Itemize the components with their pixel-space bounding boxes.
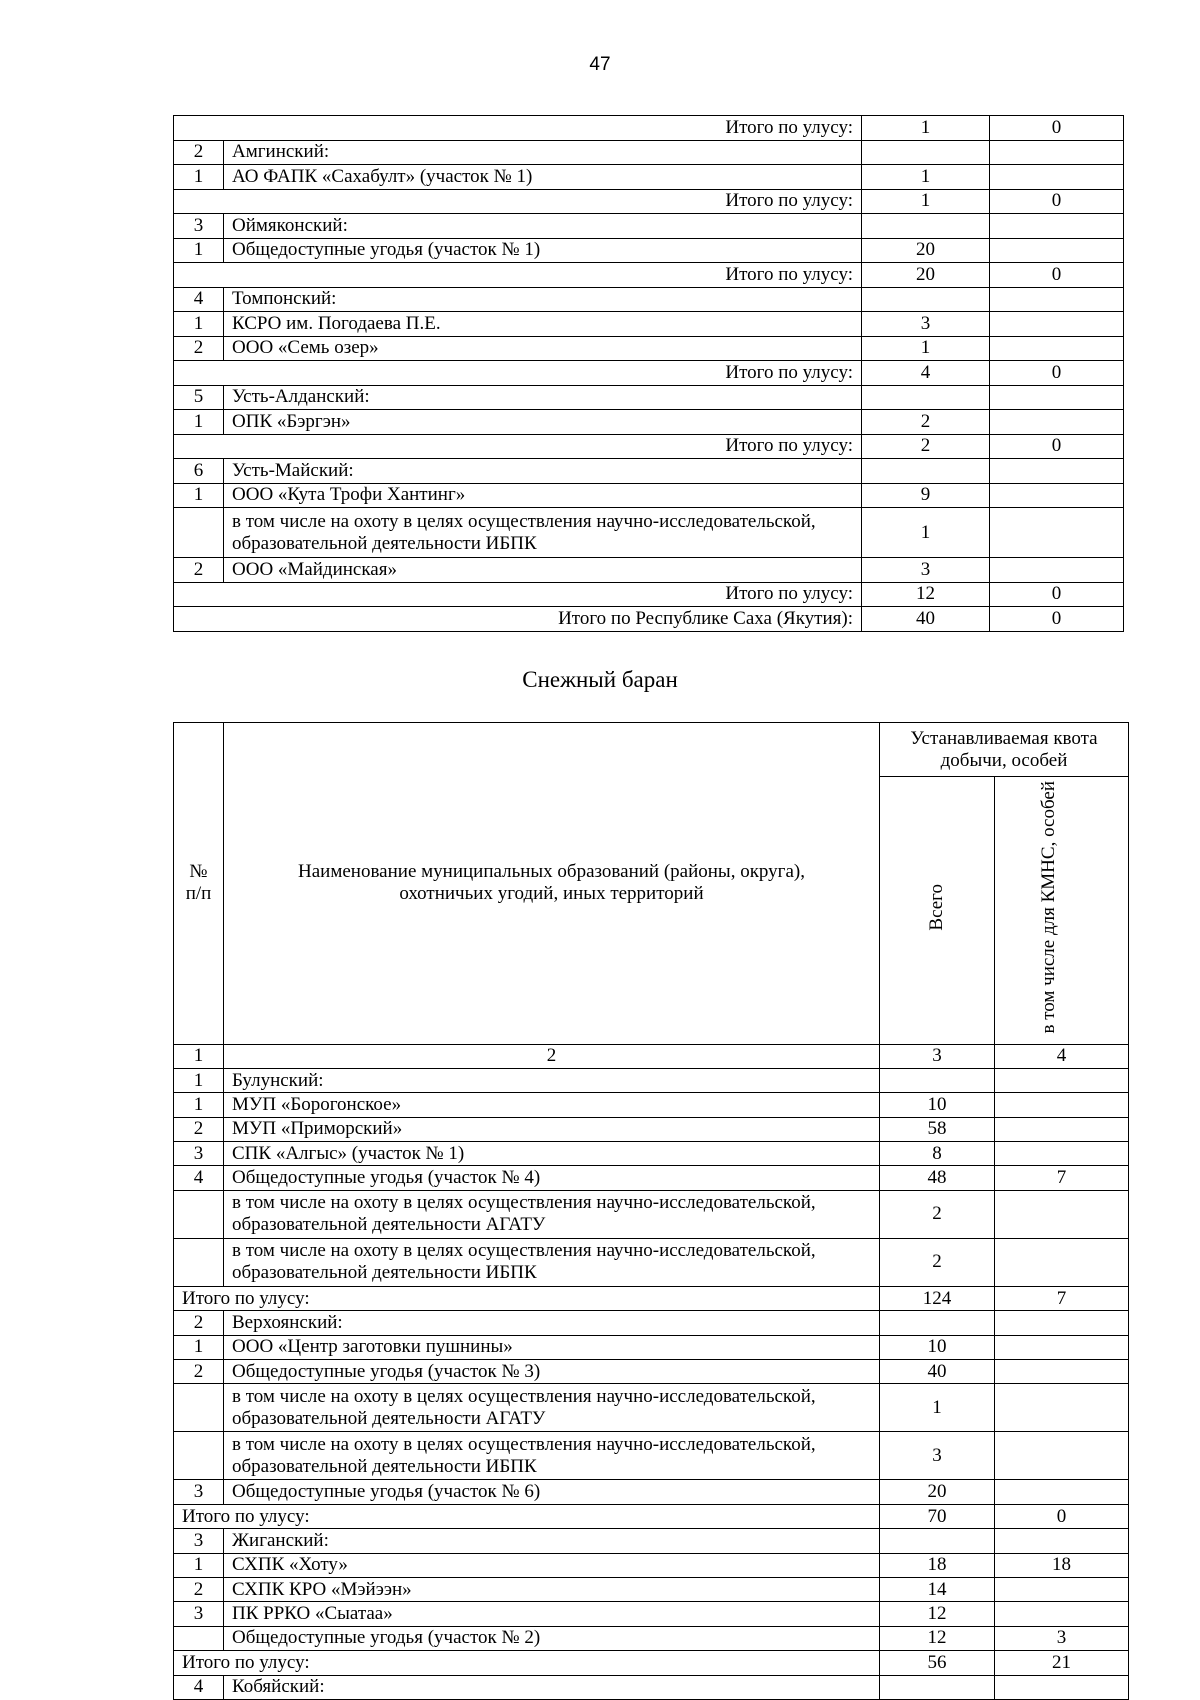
header-total-cell <box>880 777 995 1045</box>
table-row <box>174 165 1124 190</box>
total-label: Итого по улусу: <box>174 1504 880 1528</box>
table-row <box>174 410 1124 435</box>
table-row <box>174 1360 1129 1384</box>
kmns-value <box>995 1093 1129 1117</box>
header-num: № п/п <box>174 723 224 1045</box>
total-label: Итого по улусу: <box>174 1286 880 1310</box>
total-label: Итого по Республике Саха (Якутия): <box>174 607 862 632</box>
hunting-ground-name: КСРО им. Погодаева П.Е. <box>224 312 862 337</box>
kmns-value: 18 <box>995 1553 1129 1577</box>
table-row <box>174 1602 1129 1626</box>
row-number: 3 <box>174 1480 224 1504</box>
kmns-value <box>990 336 1124 361</box>
row-number <box>174 508 224 558</box>
kmns-value <box>995 1190 1129 1238</box>
kmns-value <box>995 1675 1129 1699</box>
hunting-ground-name: Общедоступные угодья (участок № 2) <box>224 1626 880 1650</box>
row-number: 2 <box>174 1117 224 1141</box>
row-number: 4 <box>174 1675 224 1699</box>
table-row <box>174 1578 1129 1602</box>
kmns-value <box>995 1335 1129 1359</box>
kmns-value: 21 <box>995 1651 1129 1675</box>
total-value: 1 <box>862 336 990 361</box>
kmns-value: 0 <box>995 1504 1129 1528</box>
total-value: 4 <box>862 361 990 386</box>
total-value: 8 <box>880 1142 995 1166</box>
total-label: Итого по улусу: <box>174 361 862 386</box>
total-value: 1 <box>862 189 990 214</box>
total-value: 20 <box>862 238 990 263</box>
district-row <box>174 1675 1129 1699</box>
district-row <box>174 287 1124 312</box>
hunting-ground-name: ПК РРКО «Сыатаа» <box>224 1602 880 1626</box>
row-number: 2 <box>174 140 224 165</box>
total-value: 70 <box>880 1504 995 1528</box>
row-number: 1 <box>174 1335 224 1359</box>
district-name: Оймяконский: <box>224 214 862 239</box>
row-number <box>174 1384 224 1432</box>
header-kmns: в том числе для КМНС, особей <box>1037 781 1059 1034</box>
total-row <box>174 1504 1129 1528</box>
total-value: 14 <box>880 1578 995 1602</box>
district-row <box>174 214 1124 239</box>
district-name: Кобяйский: <box>224 1675 880 1699</box>
table-row <box>174 1335 1129 1359</box>
kmns-value <box>995 1068 1129 1092</box>
table-row <box>174 336 1124 361</box>
row-number: 3 <box>174 1142 224 1166</box>
subitem-row <box>174 1190 1129 1238</box>
total-row <box>174 607 1124 632</box>
kmns-value: 0 <box>990 361 1124 386</box>
district-row <box>174 459 1124 484</box>
row-number: 2 <box>174 558 224 583</box>
table-row <box>174 1117 1129 1141</box>
total-value: 3 <box>862 558 990 583</box>
kmns-value <box>995 1142 1129 1166</box>
row-number: 4 <box>174 287 224 312</box>
kmns-value <box>995 1432 1129 1480</box>
quota-table-continued-body <box>174 116 1124 632</box>
section-title: Снежный баран <box>522 667 678 692</box>
district-name: Жиганский: <box>224 1529 880 1553</box>
kmns-value <box>995 1311 1129 1335</box>
kmns-value <box>990 312 1124 337</box>
hunting-ground-name: Общедоступные угодья (участок № 3) <box>224 1360 880 1384</box>
district-name: Томпонский: <box>224 287 862 312</box>
row-number: 1 <box>174 483 224 508</box>
row-number <box>174 1190 224 1238</box>
row-number: 2 <box>174 336 224 361</box>
kmns-value: 0 <box>990 116 1124 141</box>
kmns-value <box>995 1578 1129 1602</box>
subitem-row <box>174 1384 1129 1432</box>
total-value: 2 <box>862 434 990 459</box>
hunting-ground-name: Общедоступные угодья (участок № 6) <box>224 1480 880 1504</box>
hunting-ground-name: СХПК «Хоту» <box>224 1553 880 1577</box>
row-number: 3 <box>174 1602 224 1626</box>
hunting-ground-name: СПК «Алгыс» (участок № 1) <box>224 1142 880 1166</box>
row-number: 1 <box>174 1068 224 1092</box>
table-row <box>174 312 1124 337</box>
total-value: 40 <box>880 1360 995 1384</box>
total-value: 1 <box>862 508 990 558</box>
row-number: 2 <box>174 1360 224 1384</box>
total-row <box>174 1651 1129 1675</box>
row-number: 3 <box>174 1529 224 1553</box>
kmns-value <box>995 1238 1129 1286</box>
table-row <box>174 1553 1129 1577</box>
total-label: Итого по улусу: <box>174 263 862 288</box>
kmns-value <box>990 165 1124 190</box>
hunting-ground-name: в том числе на охоту в целях осуществления научно-исследовательской, образовательной деятельности ИБПК <box>224 1238 880 1286</box>
hunting-ground-name: в том числе на охоту в целях осуществления научно-исследовательской, образовательной деятельности АГАТУ <box>224 1384 880 1432</box>
total-row <box>174 189 1124 214</box>
hunting-ground-name: в том числе на охоту в целях осуществления научно-исследовательской, образовательной деятельности АГАТУ <box>224 1190 880 1238</box>
district-row <box>174 1068 1129 1092</box>
kmns-value: 0 <box>990 434 1124 459</box>
hunting-ground-name: ОПК «Бэргэн» <box>224 410 862 435</box>
total-value: 2 <box>880 1190 995 1238</box>
row-number <box>174 1432 224 1480</box>
row-number: 2 <box>174 1578 224 1602</box>
total-value <box>880 1068 995 1092</box>
quota-table-continued <box>173 115 1124 632</box>
row-number <box>174 1238 224 1286</box>
kmns-value <box>990 459 1124 484</box>
kmns-value: 0 <box>990 582 1124 607</box>
kmns-value <box>995 1360 1129 1384</box>
table-row <box>174 483 1124 508</box>
total-value: 12 <box>880 1602 995 1626</box>
total-value: 9 <box>862 483 990 508</box>
total-row <box>174 263 1124 288</box>
district-row <box>174 1311 1129 1335</box>
total-row <box>174 582 1124 607</box>
row-number: 3 <box>174 214 224 239</box>
total-row <box>174 1286 1129 1310</box>
total-value: 20 <box>862 263 990 288</box>
hunting-ground-name: АО ФАПК «Сахабулт» (участок № 1) <box>224 165 862 190</box>
total-value: 2 <box>880 1238 995 1286</box>
hunting-ground-name: ООО «Семь озер» <box>224 336 862 361</box>
total-value: 20 <box>880 1480 995 1504</box>
total-value: 10 <box>880 1093 995 1117</box>
subitem-row <box>174 508 1124 558</box>
district-name: Усть-Майский: <box>224 459 862 484</box>
kmns-value <box>995 1529 1129 1553</box>
total-value: 48 <box>880 1166 995 1190</box>
header-col-4: 4 <box>995 1044 1129 1068</box>
header-col-2: 2 <box>224 1044 880 1068</box>
kmns-value: 0 <box>990 607 1124 632</box>
page-number: 47 <box>589 54 611 75</box>
kmns-value <box>990 385 1124 410</box>
row-number: 1 <box>174 312 224 337</box>
total-value: 124 <box>880 1286 995 1310</box>
total-value: 2 <box>862 410 990 435</box>
header-total: Всего <box>926 883 947 931</box>
total-value <box>880 1675 995 1699</box>
hunting-ground-name: МУП «Приморский» <box>224 1117 880 1141</box>
hunting-ground-name: в том числе на охоту в целях осуществления научно-исследовательской, образовательной деятельности ИБПК <box>224 508 862 558</box>
row-number: 1 <box>174 410 224 435</box>
district-name: Амгинский: <box>224 140 862 165</box>
kmns-value <box>995 1480 1129 1504</box>
district-name: Верхоянский: <box>224 1311 880 1335</box>
row-number: 2 <box>174 1311 224 1335</box>
header-name: Наименование муниципальных образований (районы, округа), охотничьих угодий, иных территорий <box>224 723 880 1045</box>
total-row <box>174 116 1124 141</box>
kmns-value: 7 <box>995 1166 1129 1190</box>
row-number: 1 <box>174 238 224 263</box>
subitem-row <box>174 1432 1129 1480</box>
hunting-ground-name: Общедоступные угодья (участок № 4) <box>224 1166 880 1190</box>
kmns-value <box>995 1117 1129 1141</box>
total-value: 1 <box>862 116 990 141</box>
row-number <box>174 1626 224 1650</box>
total-label: Итого по улусу: <box>174 189 862 214</box>
kmns-value <box>990 558 1124 583</box>
row-number: 5 <box>174 385 224 410</box>
snow-sheep-quota-table <box>173 722 1129 1700</box>
district-row <box>174 140 1124 165</box>
table-row <box>174 558 1124 583</box>
kmns-value <box>990 410 1124 435</box>
hunting-ground-name: в том числе на охоту в целях осуществления научно-исследовательской, образовательной деятельности ИБПК <box>224 1432 880 1480</box>
kmns-value: 0 <box>990 263 1124 288</box>
total-value: 58 <box>880 1117 995 1141</box>
total-value <box>862 459 990 484</box>
header-col-3: 3 <box>880 1044 995 1068</box>
table-row <box>174 1166 1129 1190</box>
total-value: 3 <box>862 312 990 337</box>
row-number: 1 <box>174 1093 224 1117</box>
total-value: 18 <box>880 1553 995 1577</box>
table-row <box>174 1626 1129 1650</box>
table-header <box>174 723 1129 1069</box>
kmns-value <box>990 140 1124 165</box>
row-number: 1 <box>174 1553 224 1577</box>
hunting-ground-name: ООО «Центр заготовки пушнины» <box>224 1335 880 1359</box>
kmns-value <box>990 508 1124 558</box>
table-row <box>174 1480 1129 1504</box>
district-name: Усть-Алданский: <box>224 385 862 410</box>
kmns-value: 0 <box>990 189 1124 214</box>
hunting-ground-name: МУП «Борогонское» <box>224 1093 880 1117</box>
total-label: Итого по улусу: <box>174 582 862 607</box>
hunting-ground-name: СХПК КРО «Мэйээн» <box>224 1578 880 1602</box>
header-kmns-cell <box>995 777 1129 1045</box>
kmns-value <box>990 483 1124 508</box>
total-value <box>862 140 990 165</box>
row-number: 6 <box>174 459 224 484</box>
kmns-value <box>990 214 1124 239</box>
district-name: Булунский: <box>224 1068 880 1092</box>
row-number: 4 <box>174 1166 224 1190</box>
hunting-ground-name: ООО «Майдинская» <box>224 558 862 583</box>
total-value <box>862 214 990 239</box>
total-value <box>880 1529 995 1553</box>
header-quota: Устанавливаемая квота добычи, особей <box>880 723 1129 777</box>
total-value: 10 <box>880 1335 995 1359</box>
total-value: 12 <box>880 1626 995 1650</box>
header-col-1: 1 <box>174 1044 224 1068</box>
subitem-row <box>174 1238 1129 1286</box>
total-label: Итого по улусу: <box>174 434 862 459</box>
total-value <box>862 385 990 410</box>
kmns-value <box>990 238 1124 263</box>
hunting-ground-name: ООО «Кута Трофи Хантинг» <box>224 483 862 508</box>
total-value: 56 <box>880 1651 995 1675</box>
total-value <box>880 1311 995 1335</box>
total-label: Итого по улусу: <box>174 116 862 141</box>
kmns-value: 3 <box>995 1626 1129 1650</box>
table-row <box>174 1093 1129 1117</box>
kmns-value <box>995 1384 1129 1432</box>
total-value: 1 <box>880 1384 995 1432</box>
row-number: 1 <box>174 165 224 190</box>
table-row <box>174 238 1124 263</box>
kmns-value: 7 <box>995 1286 1129 1310</box>
total-row <box>174 434 1124 459</box>
total-row <box>174 361 1124 386</box>
hunting-ground-name: Общедоступные угодья (участок № 1) <box>224 238 862 263</box>
total-value: 1 <box>862 165 990 190</box>
kmns-value <box>990 287 1124 312</box>
total-value: 12 <box>862 582 990 607</box>
total-label: Итого по улусу: <box>174 1651 880 1675</box>
total-value: 40 <box>862 607 990 632</box>
table-row <box>174 1142 1129 1166</box>
total-value <box>862 287 990 312</box>
snow-sheep-table-body <box>174 1068 1129 1699</box>
district-row <box>174 1529 1129 1553</box>
kmns-value <box>995 1602 1129 1626</box>
total-value: 3 <box>880 1432 995 1480</box>
district-row <box>174 385 1124 410</box>
